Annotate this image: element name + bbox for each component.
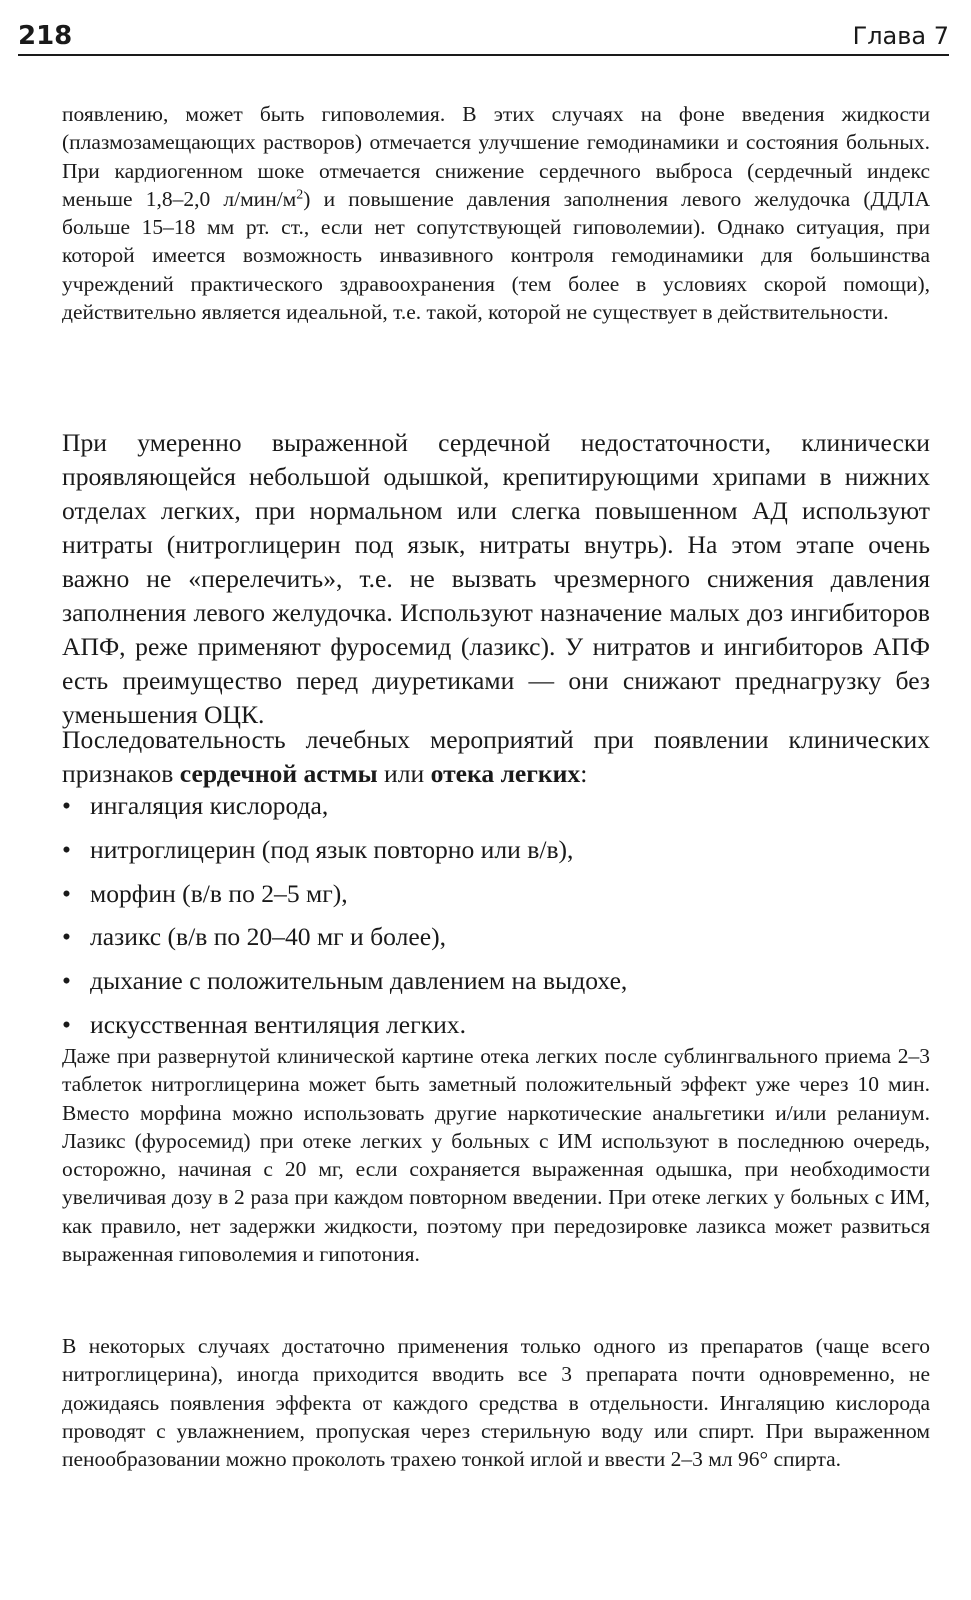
paragraph-hemodynamics — [62, 100, 930, 326]
list-item: • дыхание с положительным давлением на выдохе, — [62, 964, 930, 998]
paragraph-moderate-heart-failure — [62, 426, 930, 732]
treatment-list — [62, 789, 930, 1052]
page-header — [18, 20, 949, 56]
paragraph-text: ) и повышение давления заполнения левого желудочка (ДДЛА больше 15–18 мм рт. ст., если нет сопутствующей гиповолемии). Однако ситуация, при которой имеется возможность инвазивного контроля гемодинамики для большинства учреждений практического здравоохранения (тем более в условиях скорой помощи), действительно является идеальной, т.е. такой, которой не существует в действительности. — [62, 186, 930, 325]
list-item: • морфин (в/в по 2–5 мг), — [62, 877, 930, 911]
paragraph-text: : — [580, 759, 588, 788]
superscript: 2 — [296, 187, 304, 203]
paragraph-text: При умеренно выраженной сердечной недостаточности, клинически проявляющейся небольшой одышкой, крепитирующими хрипами в нижних отделах легких, при нормальном или слегка повышенном АД используют нитраты (нитроглицерин под язык, нитраты внутрь). На этом этапе очень важно не «перелечить», т.е. не вызвать чрезмерного снижения давления заполнения левого желудочка. Используют назначение малых доз ингибиторов АПФ, реже применяют фуросемид (лазикс). У нитратов и ингибиторов АПФ есть преимущество перед диуретиками — они снижают преднагрузку без уменьшения ОЦК. — [62, 428, 930, 729]
paragraph-text: или — [377, 759, 431, 788]
paragraph-pulmonary-edema-details — [62, 1042, 930, 1268]
paragraph-treatment-sequence — [62, 723, 930, 791]
bold-term-pulmonary-edema: отека легких — [430, 759, 581, 788]
paragraph-text: Последовательность лечебных мероприятий при появлении клинических признаков — [62, 725, 930, 788]
paragraph-text: появлению, может быть гиповолемия. В этих случаях на фоне введения жидкости (плазмозамещающих растворов) отмечается улучшение гемодинамики и состояния больных. При кардиогенном шоке отмечается снижение сердечного выброса (сердечный индекс меньше 1,8–2,0 л/мин/м — [62, 102, 930, 211]
paragraph-text: В некоторых случаях достаточно применения только одного из препаратов (чаще всего нитроглицерина), иногда приходится вводить все 3 препарата почти одновременно, не дожидаясь появления эффекта от каждого средства в отдельности. Ингаляцию кислорода проводят с увлажнением, пропуская через стерильную воду или спирт. При выраженном пенообразовании можно проколоть трахею тонкой иглой и ввести 2–3 мл 96° спирта. — [62, 1334, 930, 1472]
page-number: 218 — [18, 21, 73, 51]
list-item: • ингаляция кислорода, — [62, 789, 930, 823]
chapter-title: Глава 7 — [852, 22, 949, 50]
paragraph-text: Даже при развернутой клинической картине отека легких после сублингвального приема 2–3 таблеток нитроглицерина может быть заметный положительный эффект уже через 10 мин. Вместо морфина можно использовать другие наркотические анальгетики и/или реланиум. Лазикс (фуросемид) при отеке легких у больных с ИМ используют в последнюю очередь, осторожно, начиная с 20 мг, если сохраняется выраженная одышка, при необходимости увеличивая дозу в 2 раза при каждом повторном введении. При отеке легких у больных с ИМ, как правило, нет задержки жидкости, поэтому при передозировке лазикса может развиться выраженная гиповолемия и гипотония. — [62, 1044, 930, 1267]
paragraph-oxygen-inhalation — [62, 1332, 930, 1473]
list-item: • искусственная вентиляция легких. — [62, 1008, 930, 1042]
list-item: • нитроглицерин (под язык повторно или в/в), — [62, 833, 930, 867]
bold-term-cardiac-asthma: сердечной астмы — [179, 759, 378, 788]
list-item: • лазикс (в/в по 20–40 мг и более), — [62, 920, 930, 954]
